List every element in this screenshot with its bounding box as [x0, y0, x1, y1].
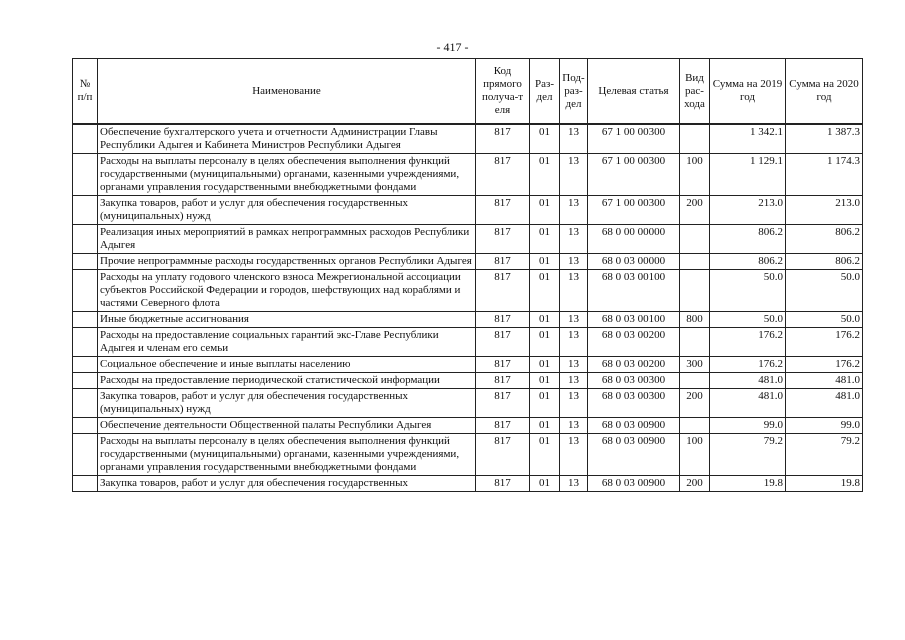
cell-sum-2019: 79.2 [710, 434, 786, 476]
cell-sum-2020: 806.2 [786, 225, 863, 254]
cell-razdel: 01 [530, 225, 560, 254]
table-row [73, 434, 863, 476]
cell-sum-2020: 79.2 [786, 434, 863, 476]
cell-podrazdel: 13 [560, 476, 588, 492]
cell-vid [680, 328, 710, 357]
cell-podrazdel: 13 [560, 389, 588, 418]
header-sum-2020: Сумма на 2020 год [786, 59, 863, 125]
cell-sum-2019: 806.2 [710, 254, 786, 270]
cell-sum-2020: 806.2 [786, 254, 863, 270]
table-row [73, 328, 863, 357]
cell-vid: 200 [680, 196, 710, 225]
cell-vid: 200 [680, 476, 710, 492]
cell-article: 68 0 00 00000 [588, 225, 680, 254]
cell-code: 817 [476, 312, 530, 328]
cell-num [73, 270, 98, 312]
cell-name: Расходы на предоставление социальных гарантий экс-Главе Республики Адыгея и членам его семьи [98, 328, 476, 357]
cell-name: Социальное обеспечение и иные выплаты населению [98, 357, 476, 373]
cell-article: 68 0 03 00200 [588, 357, 680, 373]
budget-table [72, 58, 863, 492]
cell-article: 68 0 03 00900 [588, 434, 680, 476]
cell-name: Реализация иных мероприятий в рамках непрограммных расходов Республики Адыгея [98, 225, 476, 254]
cell-code: 817 [476, 225, 530, 254]
cell-razdel: 01 [530, 154, 560, 196]
cell-podrazdel: 13 [560, 373, 588, 389]
cell-podrazdel: 13 [560, 418, 588, 434]
cell-sum-2019: 1 342.1 [710, 124, 786, 154]
cell-razdel: 01 [530, 124, 560, 154]
cell-code: 817 [476, 154, 530, 196]
header-name: Наименование [98, 59, 476, 125]
cell-code: 817 [476, 357, 530, 373]
cell-article: 68 0 03 00900 [588, 418, 680, 434]
cell-name: Расходы на выплаты персоналу в целях обеспечения выполнения функций государственными (муниципальными) органами, казенными учреждениями, органами управления государственными внебюджетными фондами [98, 434, 476, 476]
cell-vid [680, 254, 710, 270]
cell-name: Расходы на уплату годового членского взноса Межрегиональной ассоциации субъектов Российской Федерации и городов, шефствующих над кораблями и частями Северного флота [98, 270, 476, 312]
table-row [73, 418, 863, 434]
cell-vid: 100 [680, 434, 710, 476]
cell-code: 817 [476, 418, 530, 434]
cell-podrazdel: 13 [560, 270, 588, 312]
cell-sum-2019: 19.8 [710, 476, 786, 492]
cell-name: Закупка товаров, работ и услуг для обеспечения государственных [98, 476, 476, 492]
cell-num [73, 254, 98, 270]
cell-code: 817 [476, 254, 530, 270]
cell-article: 68 0 03 00200 [588, 328, 680, 357]
cell-sum-2019: 806.2 [710, 225, 786, 254]
table-row [73, 373, 863, 389]
cell-sum-2020: 1 387.3 [786, 124, 863, 154]
table-row [73, 476, 863, 492]
cell-sum-2020: 481.0 [786, 373, 863, 389]
cell-name: Обеспечение деятельности Общественной палаты Республики Адыгея [98, 418, 476, 434]
cell-num [73, 124, 98, 154]
cell-sum-2019: 213.0 [710, 196, 786, 225]
cell-num [73, 196, 98, 225]
cell-article: 68 0 03 00300 [588, 373, 680, 389]
cell-sum-2019: 176.2 [710, 357, 786, 373]
cell-sum-2020: 19.8 [786, 476, 863, 492]
cell-razdel: 01 [530, 418, 560, 434]
cell-num [73, 476, 98, 492]
cell-podrazdel: 13 [560, 357, 588, 373]
table-header-row [73, 59, 863, 125]
cell-vid [680, 124, 710, 154]
cell-sum-2020: 50.0 [786, 270, 863, 312]
cell-sum-2020: 176.2 [786, 357, 863, 373]
cell-podrazdel: 13 [560, 124, 588, 154]
cell-vid [680, 418, 710, 434]
cell-sum-2020: 213.0 [786, 196, 863, 225]
cell-name: Расходы на предоставление периодической статистической информации [98, 373, 476, 389]
cell-sum-2020: 481.0 [786, 389, 863, 418]
cell-vid [680, 225, 710, 254]
cell-code: 817 [476, 328, 530, 357]
cell-article: 68 0 03 00100 [588, 312, 680, 328]
cell-article: 67 1 00 00300 [588, 124, 680, 154]
cell-sum-2019: 176.2 [710, 328, 786, 357]
cell-num [73, 389, 98, 418]
header-podrazdel: Под- раз- дел [560, 59, 588, 125]
cell-vid [680, 373, 710, 389]
cell-sum-2020: 99.0 [786, 418, 863, 434]
cell-sum-2019: 481.0 [710, 373, 786, 389]
cell-article: 67 1 00 00300 [588, 196, 680, 225]
cell-sum-2019: 50.0 [710, 312, 786, 328]
header-num: № п/п [73, 59, 98, 125]
cell-vid: 200 [680, 389, 710, 418]
cell-razdel: 01 [530, 196, 560, 225]
cell-num [73, 373, 98, 389]
cell-code: 817 [476, 373, 530, 389]
cell-code: 817 [476, 196, 530, 225]
cell-name: Иные бюджетные ассигнования [98, 312, 476, 328]
cell-razdel: 01 [530, 373, 560, 389]
cell-code: 817 [476, 389, 530, 418]
cell-vid: 800 [680, 312, 710, 328]
table-row [73, 270, 863, 312]
cell-code: 817 [476, 124, 530, 154]
table-row [73, 196, 863, 225]
cell-vid: 300 [680, 357, 710, 373]
table-row [73, 312, 863, 328]
cell-sum-2020: 1 174.3 [786, 154, 863, 196]
cell-razdel: 01 [530, 357, 560, 373]
cell-article: 68 0 03 00000 [588, 254, 680, 270]
cell-sum-2019: 1 129.1 [710, 154, 786, 196]
cell-razdel: 01 [530, 270, 560, 312]
cell-sum-2020: 176.2 [786, 328, 863, 357]
cell-num [73, 434, 98, 476]
cell-name: Закупка товаров, работ и услуг для обеспечения государственных (муниципальных) нужд [98, 196, 476, 225]
cell-podrazdel: 13 [560, 254, 588, 270]
cell-article: 67 1 00 00300 [588, 154, 680, 196]
cell-vid [680, 270, 710, 312]
cell-article: 68 0 03 00100 [588, 270, 680, 312]
cell-sum-2019: 481.0 [710, 389, 786, 418]
page-number: - 417 - [436, 40, 469, 54]
cell-name: Обеспечение бухгалтерского учета и отчетности Администрации Главы Республики Адыгея и Кабинета Министров Республики Адыгея [98, 124, 476, 154]
cell-num [73, 418, 98, 434]
cell-podrazdel: 13 [560, 225, 588, 254]
header-razdel: Раз- дел [530, 59, 560, 125]
cell-num [73, 357, 98, 373]
table-row [73, 357, 863, 373]
cell-razdel: 01 [530, 312, 560, 328]
cell-podrazdel: 13 [560, 434, 588, 476]
cell-razdel: 01 [530, 434, 560, 476]
cell-razdel: 01 [530, 254, 560, 270]
header-code: Код прямого получа-т еля [476, 59, 530, 125]
cell-name: Прочие непрограммные расходы государственных органов Республики Адыгея [98, 254, 476, 270]
cell-code: 817 [476, 270, 530, 312]
cell-podrazdel: 13 [560, 196, 588, 225]
cell-razdel: 01 [530, 476, 560, 492]
cell-name: Расходы на выплаты персоналу в целях обеспечения выполнения функций государственными (муниципальными) органами, казенными учреждениями, органами управления государственными внебюджетными фондами [98, 154, 476, 196]
cell-podrazdel: 13 [560, 328, 588, 357]
header-vid: Вид рас- хода [680, 59, 710, 125]
table-row [73, 389, 863, 418]
cell-vid: 100 [680, 154, 710, 196]
cell-num [73, 312, 98, 328]
cell-name: Закупка товаров, работ и услуг для обеспечения государственных (муниципальных) нужд [98, 389, 476, 418]
table-row [73, 124, 863, 154]
cell-razdel: 01 [530, 328, 560, 357]
cell-sum-2019: 99.0 [710, 418, 786, 434]
table-row [73, 225, 863, 254]
cell-article: 68 0 03 00900 [588, 476, 680, 492]
cell-article: 68 0 03 00300 [588, 389, 680, 418]
cell-podrazdel: 13 [560, 154, 588, 196]
cell-num [73, 328, 98, 357]
header-sum-2019: Сумма на 2019 год [710, 59, 786, 125]
header-article: Целевая статья [588, 59, 680, 125]
cell-razdel: 01 [530, 389, 560, 418]
cell-podrazdel: 13 [560, 312, 588, 328]
table-row [73, 154, 863, 196]
cell-num [73, 154, 98, 196]
cell-code: 817 [476, 434, 530, 476]
cell-num [73, 225, 98, 254]
cell-sum-2019: 50.0 [710, 270, 786, 312]
cell-sum-2020: 50.0 [786, 312, 863, 328]
cell-code: 817 [476, 476, 530, 492]
table-row [73, 254, 863, 270]
